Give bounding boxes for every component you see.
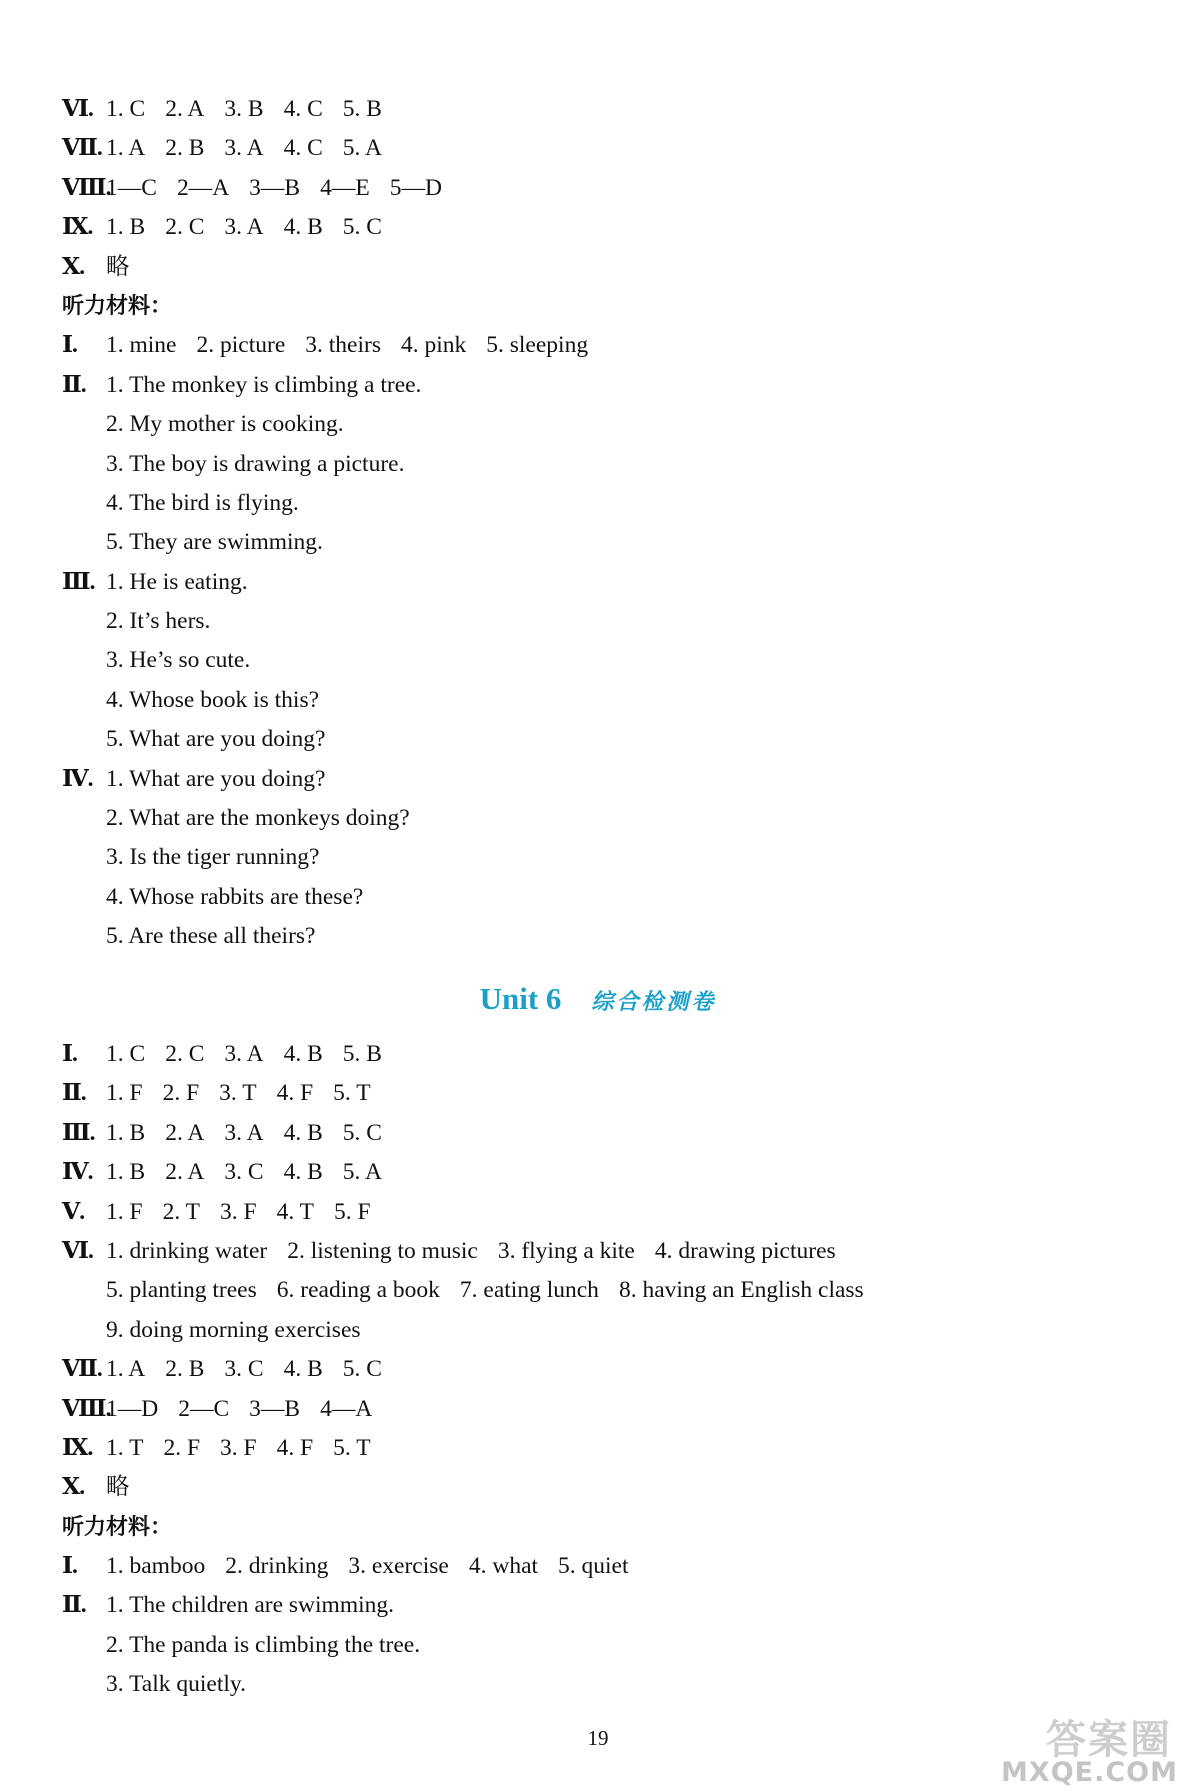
answer-item: 4. F: [276, 1434, 314, 1461]
answer-text: 2. It’s hers.: [106, 608, 211, 635]
answer-line: [62, 838, 1122, 877]
top-answer-section: [62, 90, 1122, 957]
answer-item: 2. C: [165, 1041, 205, 1067]
answer-text: 1. The children are swimming.: [106, 1592, 395, 1619]
answer-content: [106, 799, 410, 838]
answer-item: 2. B: [165, 1356, 205, 1383]
roman-numeral: Ⅰ.: [62, 1553, 77, 1580]
answer-content: [106, 917, 315, 956]
answer-item: 1. A: [106, 1356, 146, 1383]
answer-line: [62, 1508, 1122, 1547]
answer-item: 7. eating lunch: [459, 1277, 599, 1304]
answer-content: [106, 838, 319, 877]
answer-line: [62, 287, 1122, 326]
answer-item: 1. T: [106, 1434, 144, 1461]
answer-item: 1. B: [106, 1159, 146, 1186]
answer-item: 6. reading a book: [276, 1277, 440, 1304]
answer-item: 4. F: [276, 1080, 314, 1107]
answer-item: 3. exercise: [348, 1553, 449, 1580]
answer-item: 4. drawing pictures: [654, 1237, 836, 1264]
answer-content: [106, 445, 404, 484]
answer-line: [62, 169, 1122, 208]
answer-line: [62, 1035, 1122, 1074]
answer-text: 1. What are you doing?: [106, 765, 326, 792]
answer-item: 3. A: [224, 1041, 264, 1067]
answer-line: [62, 1547, 1122, 1586]
answer-item: 9. doing morning exercises: [106, 1316, 361, 1343]
roman-numeral: Ⅶ.: [62, 1356, 102, 1383]
answer-item: 8. having an English class: [618, 1277, 864, 1304]
roman-numeral: Ⅴ.: [62, 1198, 85, 1225]
answer-text: 1. He is eating.: [106, 568, 248, 595]
answer-line: [62, 405, 1122, 444]
answer-line: [62, 878, 1122, 917]
answer-item: 5. B: [342, 96, 382, 122]
answer-line: [62, 1468, 1122, 1507]
answer-content: [106, 878, 363, 917]
answer-item: 4—E: [320, 174, 370, 201]
answer-content: [106, 129, 402, 168]
listening-material-header: 听力材料：: [62, 1514, 173, 1540]
answer-item: 5. A: [342, 135, 382, 162]
answer-line: [62, 90, 1122, 129]
answer-item: 5. C: [342, 214, 382, 241]
answer-item: 4. what: [468, 1553, 539, 1580]
answer-line: [62, 602, 1122, 641]
bottom-answer-section: [62, 1035, 1122, 1705]
roman-numeral: Ⅳ.: [62, 1159, 93, 1186]
answer-item: 2. B: [165, 135, 205, 162]
answer-item: 5. T: [333, 1434, 371, 1461]
answer-item: 4. T: [276, 1198, 315, 1225]
answer-item: 3. C: [224, 1159, 264, 1186]
answer-line: [62, 1232, 1122, 1271]
answer-line: [62, 1586, 1122, 1625]
answer-text: 4. Whose book is this?: [106, 686, 320, 713]
answer-item: 4. B: [283, 1119, 323, 1146]
answer-line: [62, 799, 1122, 838]
answer-content: [106, 484, 299, 523]
answer-line: [62, 1311, 1122, 1350]
answer-line: [62, 1074, 1122, 1113]
answer-content: [106, 1035, 402, 1074]
watermark-url: MXQE.COM: [1001, 1757, 1178, 1788]
answer-item: 1. drinking water: [106, 1237, 268, 1264]
unit-title: [0, 974, 1196, 1024]
answer-item: 5—D: [389, 174, 442, 201]
answer-item: 3. F: [220, 1198, 257, 1225]
answer-text: 3. Talk quietly.: [106, 1671, 246, 1698]
answer-line: [62, 681, 1122, 720]
roman-numeral: Ⅶ.: [62, 135, 102, 162]
answer-content: [106, 720, 326, 759]
answer-item: 1—C: [106, 174, 157, 201]
answer-item: 3—B: [249, 1395, 301, 1422]
roman-numeral: Ⅸ.: [62, 214, 93, 241]
answer-item: 1. C: [106, 96, 146, 122]
roman-numeral: Ⅱ.: [62, 371, 86, 398]
answer-item: 5. planting trees: [106, 1277, 257, 1304]
answer-text: 3. He’s so cute.: [106, 647, 251, 674]
answer-item: 1. B: [106, 1119, 146, 1146]
listening-material-header: 听力材料：: [62, 293, 173, 319]
answer-item: 2. A: [165, 1159, 205, 1186]
answer-line: [62, 1350, 1122, 1389]
answer-item: 2. drinking: [225, 1553, 329, 1580]
answer-text: 略: [106, 1474, 130, 1501]
answer-line: [62, 1271, 1122, 1310]
roman-numeral: Ⅲ.: [62, 568, 95, 595]
answer-item: 3—B: [249, 174, 301, 201]
answer-content: [106, 1350, 402, 1389]
answer-item: 3. A: [224, 135, 264, 162]
answer-item: 2. listening to music: [287, 1237, 478, 1264]
answer-item: 1. F: [106, 1080, 143, 1107]
answer-content: [106, 1390, 392, 1429]
answer-content: [106, 208, 402, 247]
answer-line: [62, 917, 1122, 956]
answer-content: [106, 641, 250, 680]
answer-item: 5. B: [342, 1041, 382, 1067]
answer-item: 3. theirs: [305, 332, 381, 359]
answer-item: 4. pink: [400, 332, 467, 359]
roman-numeral: Ⅱ.: [62, 1592, 86, 1619]
answer-content: [106, 760, 326, 799]
answer-content: [106, 1311, 381, 1350]
answer-content: [106, 1193, 391, 1232]
answer-item: 3. F: [220, 1434, 257, 1461]
answer-line: [62, 1193, 1122, 1232]
answer-content: [106, 405, 344, 444]
answer-item: 4. B: [283, 1159, 323, 1186]
answer-line: [62, 484, 1122, 523]
answer-content: [106, 1468, 130, 1507]
answer-text: 1. The monkey is climbing a tree.: [106, 371, 422, 398]
answer-line: [62, 445, 1122, 484]
answer-item: 2—C: [178, 1395, 230, 1422]
answer-text: 2. The panda is climbing the tree.: [106, 1631, 421, 1658]
answer-item: 1. A: [106, 135, 146, 162]
roman-numeral: Ⅱ.: [62, 1080, 86, 1107]
answer-item: 3. B: [224, 96, 264, 122]
answer-content: [106, 1547, 649, 1586]
answer-content: [106, 1153, 402, 1192]
answer-item: 1—D: [106, 1395, 159, 1422]
answer-item: 2. F: [162, 1080, 200, 1107]
answer-content: [106, 1626, 420, 1665]
answer-item: 2. T: [162, 1198, 201, 1225]
answer-item: 2. F: [163, 1434, 201, 1461]
roman-numeral: Ⅰ.: [62, 332, 77, 359]
answer-item: 1. mine: [106, 332, 177, 359]
answer-content: [106, 1665, 246, 1704]
answer-line: [62, 523, 1122, 562]
answer-item: 2. A: [165, 1119, 205, 1146]
answer-content: [106, 602, 210, 641]
roman-numeral: Ⅸ.: [62, 1434, 93, 1461]
answer-item: 5. quiet: [558, 1553, 629, 1580]
answer-content: [106, 366, 421, 405]
answer-text: 5. Are these all theirs?: [106, 923, 316, 950]
answer-content: [106, 681, 319, 720]
site-watermark: [988, 1708, 1188, 1788]
answer-item: 3. A: [224, 1119, 264, 1146]
answer-item: 5. C: [342, 1356, 382, 1383]
answer-text: 5. They are swimming.: [106, 529, 323, 556]
answer-item: 4. B: [283, 1041, 323, 1067]
answer-line: [62, 641, 1122, 680]
answer-text: 4. Whose rabbits are these?: [106, 883, 364, 910]
answer-item: 2—A: [176, 174, 230, 201]
answer-item: 3. C: [224, 1356, 264, 1383]
answer-line: [62, 208, 1122, 247]
answer-item: 5. F: [334, 1198, 371, 1225]
answer-content: [106, 248, 130, 287]
answer-item: 1. B: [106, 214, 146, 241]
answer-content: [106, 1271, 884, 1310]
roman-numeral: Ⅷ.: [62, 1395, 111, 1422]
answer-line: [62, 1114, 1122, 1153]
answer-text: 4. The bird is flying.: [106, 489, 299, 516]
answer-line: [62, 760, 1122, 799]
answer-item: 1. bamboo: [106, 1553, 206, 1580]
answer-line: [62, 563, 1122, 602]
answer-line: [62, 129, 1122, 168]
answer-item: 5. T: [333, 1080, 371, 1107]
answer-item: 3. flying a kite: [497, 1237, 635, 1264]
answer-item: 2. picture: [196, 332, 286, 359]
answer-content: [106, 523, 323, 562]
answer-item: 2. C: [165, 214, 205, 241]
answer-line: [62, 248, 1122, 287]
answer-item: 5. C: [342, 1119, 382, 1146]
unit-test-title: 综合检测卷: [591, 990, 717, 1015]
answer-line: [62, 1626, 1122, 1665]
answer-content: [106, 563, 248, 602]
answer-item: 4. B: [283, 1356, 323, 1383]
answer-item: 4—A: [320, 1395, 373, 1422]
unit-label: Unit 6: [479, 981, 562, 1016]
answer-line: [62, 1665, 1122, 1704]
answer-content: [106, 1232, 856, 1271]
answer-item: 2. A: [165, 96, 205, 122]
roman-numeral: Ⅳ.: [62, 765, 93, 792]
answer-text: 略: [106, 253, 130, 280]
answer-item: 1. F: [106, 1198, 143, 1225]
answer-content: [106, 1429, 391, 1468]
answer-item: 5. A: [342, 1159, 382, 1186]
answer-content: [106, 326, 608, 365]
roman-numeral: Ⅹ.: [62, 1474, 85, 1501]
answer-item: 4. C: [283, 96, 323, 122]
page-number: 19: [587, 1726, 609, 1750]
watermark-logo: 答案圈: [1046, 1717, 1172, 1763]
answer-text: 2. My mother is cooking.: [106, 411, 344, 438]
roman-numeral: Ⅰ.: [62, 1041, 77, 1067]
answer-line: [62, 1429, 1122, 1468]
answer-item: 3. T: [219, 1080, 257, 1107]
answer-line: [62, 720, 1122, 759]
answer-text: 5. What are you doing?: [106, 726, 326, 753]
answer-line: [62, 1390, 1122, 1429]
answer-text: 3. Is the tiger running?: [106, 844, 320, 871]
answer-item: 1. C: [106, 1041, 146, 1067]
roman-numeral: Ⅵ.: [62, 1237, 93, 1264]
answer-text: 3. The boy is drawing a picture.: [106, 450, 405, 477]
roman-numeral: Ⅷ.: [62, 174, 111, 201]
answer-line: [62, 366, 1122, 405]
answer-content: [106, 1586, 394, 1625]
answer-item: 4. C: [283, 135, 323, 162]
roman-numeral: Ⅲ.: [62, 1119, 95, 1146]
answer-item: 3. A: [224, 214, 264, 241]
answer-content: [106, 1074, 391, 1113]
answer-item: 5. sleeping: [486, 332, 589, 359]
answer-content: [106, 1114, 402, 1153]
answer-content: [106, 169, 462, 208]
answer-item: 4. B: [283, 214, 323, 241]
answer-text: 2. What are the monkeys doing?: [106, 805, 410, 832]
answer-line: [62, 326, 1122, 365]
roman-numeral: Ⅹ.: [62, 253, 85, 280]
answer-line: [62, 1153, 1122, 1192]
answer-content: [106, 90, 402, 129]
roman-numeral: Ⅵ.: [62, 96, 93, 122]
